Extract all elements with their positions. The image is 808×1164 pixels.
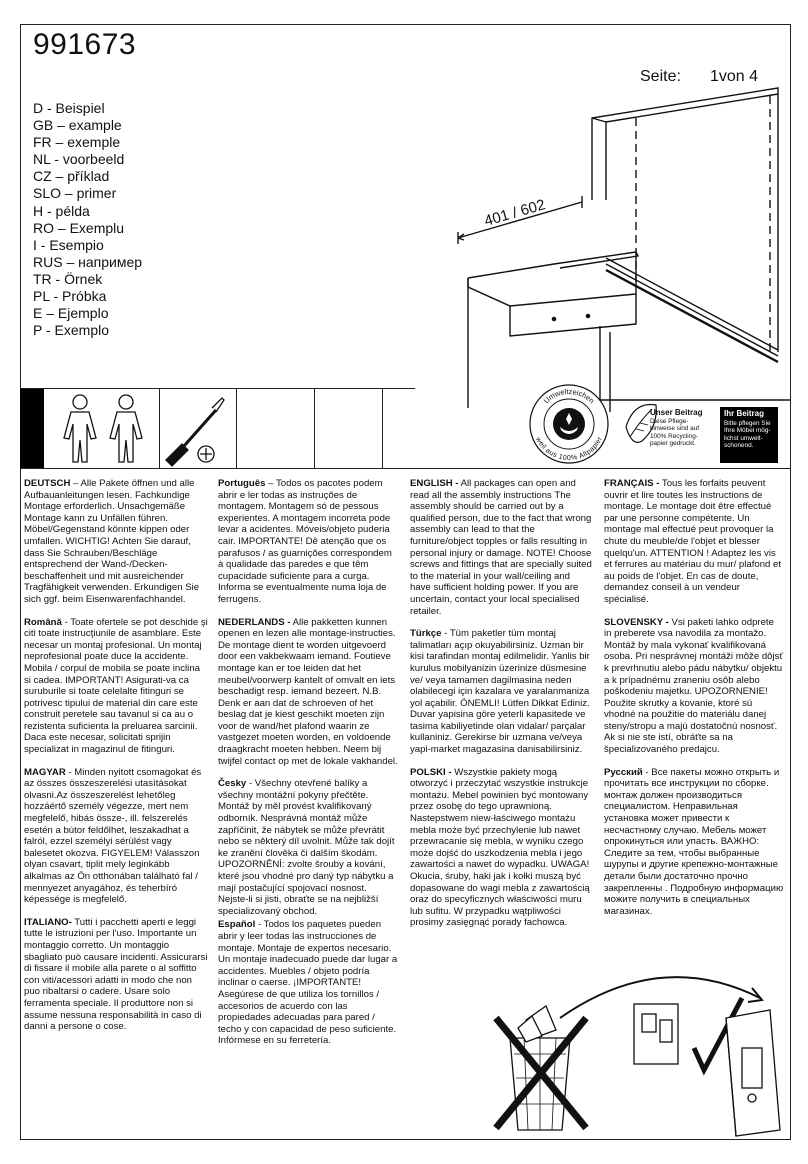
language-heading: SLOVENSKY - [604,616,669,628]
empty-icon-cell [315,388,383,468]
screwdriver-cell [160,388,238,468]
language-heading: POLSKI - [410,766,452,778]
language-heading: Türkçe [410,628,442,640]
warning-text: - Toate ofertele se pot deschide şi citi toate instrucţiunile de asamblare. Este necesar un montaj profesional. Un montaj neprofesional poate duce la accidente. Mobila / corpul de mobila se poate inclina si cadea. IMPORTANT! Asigurati-va ca suruburile si toate celelalte fitinguri se potrivesc tipului de material din care este construit peretele sau tavanul si ca au o rezistenta suficienta la preluarea sarcinii. Daca este necesar, solicitati sprijin specializat in magazinul de fitinguri. [24,616,208,756]
example-item: P - Exemplo [33,322,109,339]
warning-text: - Tüm paketler tüm montaj talimatları açıp okuyabilirsiniz. Uzman bir kisi tarafindan montaj edilmelidir. Yanlis bir kurulus mobilyanizin üzerinize düsmesine ve/ veya tamamen dagilmasina neden olabilecegi için kazalara ve yaralanmaniza yol açabilir. ÖNEMLI! Lütfen Dikkat Ediniz. Duvar yapisina göre yeterli kapasitede ve tasima kabiliyetinde olan vidalar/ parçalar kullaniniz. Gerekirse bir uzmana ve/veya yapi-market magazasina danisabilirsiniz. [410,628,590,756]
warning-text: - Všechny otevřené balíky a všechny montážní pokyny přečtěte. Montáž by měl provést kvalifikovaný odborník. Nesprávná montáž může zapříčinit, že nábytek se může převrátit nebo se některý díl uvolnit. Může tak dojít ke zranění člověka či dalším škodám. UPOZORNĚNÍ: zvolte šrouby a kování, které jsou vhodné pro daný typ nábytku a mají postačující spojovací nosnost. Nejste-li si jisti, obraťte se na nejbližší specializovaný obchod. [218,778,395,917]
unser-beitrag [650,409,712,448]
warning-paragraph [218,919,398,1047]
black-tab [20,388,44,468]
warning-paragraph [604,478,784,606]
page-label: Seite: [640,68,681,85]
page-total: von 4 [718,68,759,85]
language-heading: Português [218,478,266,489]
unser-beitrag-title: Unser Beitrag [650,408,703,417]
example-item: E – Ejemplo [33,305,109,322]
example-item: CZ – příklad [33,168,110,185]
two-persons-cell [44,388,160,468]
language-heading: ITALIANO- [24,916,72,928]
recycling-note [622,397,780,465]
example-item: TR - Örnek [33,270,103,287]
warning-paragraph [410,767,593,929]
warning-paragraph [604,767,784,918]
example-item: D - Beispiel [33,100,105,116]
warning-text: All packages can open and read all the assembly instructions The assembly should be carried out by a qualified person, due to the fact that wrong assembly can lead to that the furniture/object topples or falls resulting in personal injury or damage. NOTE! Choose screws and fittings that are specially suited to the material in your wall/ceiling and have sufficient holding power. If you are uncertain, contact your local specialised retailer. [410,478,592,617]
warning-paragraph [24,917,209,1033]
warning-paragraph [24,617,209,756]
example-item: I - Esempio [33,236,104,253]
language-heading: MAGYAR [24,766,66,778]
bed-nightstand-illustration [440,82,790,412]
keep-instructions-illustration [490,958,790,1138]
ihr-beitrag-title: Ihr Beitrag [724,409,765,418]
example-item: FR – exemple [33,134,121,151]
warning-column-3 [410,478,593,940]
eco-label-seal-icon [528,383,610,465]
language-heading: Română [24,616,62,628]
language-heading: FRANÇAIS - [604,478,660,489]
example-language-list [33,100,142,339]
warning-paragraph [24,767,209,906]
warning-text: Wszystkie pakiety mogą otworzyć i przeczytać wszystkie instrukcje montażu. Mebel powinien być montowany przez osobę do tego uprawnioną. Nastepstwem niew-łaściwego montażu mebla może być przechylenie lub nawet przewracanie się mebla, w wyniku czego może dojść do uszkodzenia mebla i jego zawartości a nawet do wypadku. UWAGA! Okucia, śruby, haki jak i kołki muszą być dopasowane do wagi mebla z zawartością oraz do specyficznych właściwości muru lub sufitu. W przypadku wątpliwości prosimy zasięgnąć porady fachowca. [410,766,590,929]
language-heading: Česky [218,778,247,790]
warning-text: Vsi paketi lahko odprete in preberete vsa navodila za montažo. Montáž by mala vykonať kvalifikovaná osoba. Pri nesprávnej montáži môže dôjsť k prevrhnutiu alebo pádu nábytku/ objektu a k prípadnému zraneniu osôb alebo poškodeniu majetku. UPOZORNENIE! Použite skrutky a kovanie, ktoré sú vhodné na použitie do materiálu danej steny/stropu a majú dostatočnú nosnosť. Ak si nie ste istí, obráťte sa na špecializovaného predajcu. [604,616,784,756]
example-item: PL - Próbka [33,288,107,305]
dimension-label: 401 / 602 [482,196,548,230]
warning-column-4 [604,478,784,928]
example-item: RO – Exemplu [33,219,125,236]
screwdriver-icon [160,388,238,468]
warning-text: – Alle Pakete öffnen und alle Aufbauanleitungen lesen. Fachkundige Montage erforderlich. Unsachgemäße Montage kann zu Unfällen führen. Möbel/Gegenstand könnte kippen oder umfallen. WICHTIG! Achten Sie darauf, dass Sie Schrauben/Beschläge entsprechend der Wand-/Decken-beschaffenheit und mit ausreichender Tragfähigkeit verwenden. Erkundigen Sie sich ggf. beim Eisenwarenfachhandel. [24,478,200,605]
warning-paragraph [218,778,398,917]
warning-paragraph [24,478,209,606]
ihr-beitrag-text: Bitte pflegen Sie Ihre Möbel mög-lichst umwelt-schonend. [724,419,771,450]
warning-text: Tutti i pacchetti aperti e leggi tutte le istruzioni per l'uso. Importante un montaggio corretto. Un montaggio sbagliato può causare incidenti. Assicurarsi di fissare il mobile alla parete o al soffitto con viti/acessori adatti in modo che non puo ribaltarsi o cadere. Usare solo ferramenta speciale. Il produttore non si assume nessuna responsabilità in caso di danni a persone o cose. [24,916,208,1033]
eco-seal-bottom-text: weil aus 100% Altpapier [534,436,604,463]
two-persons-icon [44,388,160,468]
language-heading: ENGLISH - [410,478,459,489]
example-item: SLO – primer [33,185,117,202]
warning-paragraph [410,478,593,617]
warning-paragraph [218,617,398,768]
warning-column-1 [24,478,209,1044]
empty-icon-cell [237,388,315,468]
warning-paragraph [410,628,593,756]
page-current: 1 [710,68,719,85]
section-divider [20,468,791,469]
empty-icon-cell [383,388,415,468]
example-item: GB – example [33,117,122,134]
warning-text: Alle pakketten kunnen openen en lezen alle montage-instructies. De montage dient te worden uitgevoerd door een vakbekwaam iemand. Foutieve montage kan er toe leiden dat het meubel/voorwerp kantelt of omvalt en iets beschadigt resp. iemand bezeert. N.B. Denk er aan dat de schroeven of het beslag dat je kiest geschikt moeten zijn voor de wand/het plafond waarin ze vastgezet moeten worden, en voldoende draagkracht moeten hebben. Neem bij twijfel contact op met de lokale vakhandel. [218,616,398,767]
language-heading: Español [218,919,256,931]
warning-text: – Todos os pacotes podem abrir e ler todas as instruções de montagem. Montagem só de pessous experientes. A montagem incorreta pode levar a acidentes. Móveis/objeto puderia cair. IMPORTANTE! Dê atenção que os parafusos / as guarnições correspondem à qualidade das paredes e que têm cupacidade suficiente para a curga. Informa se eventualmente numa loja de ferrugens. [218,478,392,605]
document-number: 991673 [33,28,137,61]
eco-seal-top-text: Umweltzeichen [541,386,597,406]
icon-bar-top-border [20,388,415,389]
warning-text: - Все пакеты можно открыть и прочитать все инструкции по сборке. монтаж должен производиться специалистом. Неправильная установка может привести к несчастному случаю. Мебель может опрокинуться или упасть. ВАЖНО: Следите за тем, чтобы выбранные шурупы и другие крепежно-монтажные детали были достаточно прочно закрепленны . Подробную информацию можите получить в специальных магазинах. [604,766,784,917]
language-heading: DEUTSCH [24,478,71,489]
language-heading: NEDERLANDS - [218,616,291,628]
language-heading: Русский [604,766,643,778]
warning-paragraph [604,617,784,756]
warning-text: - Todos los paquetes pueden abrir y leer todas las instrucciones de montaje. Montaje de expertos necesario. Un montaje inadecuado puede dar lugar a accidentes. Muebles / objeto podría inclinar o caerse. ¡IMPORTANTE! Asegúrese de que utiliza los tornillos / accesorios de acuerdo con las propiedades adecuadas para pared / techo y con capacidad de peso suficiente. Infórmese en su ferretería. [218,919,398,1047]
assembly-icon-bar [20,388,415,468]
unser-beitrag-text: Diese Pflege-hinweise sind auf 100% Recycling-papier gedruckt. [650,417,700,448]
example-item: RUS – например [33,253,143,270]
example-item: H - példa [33,202,90,219]
warning-column-2 [218,478,398,1058]
ihr-beitrag [720,407,778,463]
warning-text: Tous les forfaits peuvent ouvrir et lire toutes les instructions de montage. Le montage doit être effectué par une personne compétente. Un montage mal effectué peut provoquer la chute du meuble/de l'objet et blesser quelqu'un. ATTENTION ! Adaptez les vis et ferrures au matériau du mur/ plafond et au poids de l'objet. En cas de doute, demandez conseil à un vendeur spécialisé. [604,478,782,605]
warning-paragraph [218,478,398,606]
example-item: NL - voorbeeld [33,151,125,168]
warning-text: - Minden nyitott csomagokat és az összes összeszerelési utasításokat olvasni.Az összeszerelést lehetőleg hozzáértő személy végezze, mert nem megfelelő, hibás össze-, ill. felszerelés esetén a bútor feldőlhet, leszakadhat a falról, ezzel személyi sérülést vagy balesetet okozva. FIGYELEM! Válasszon olyan csavart, tiplit mely leginkább alkalmas az Ön otthonában található fal / mennyezet anyagához, és teherbíró képessége is megfelelő. [24,766,202,906]
